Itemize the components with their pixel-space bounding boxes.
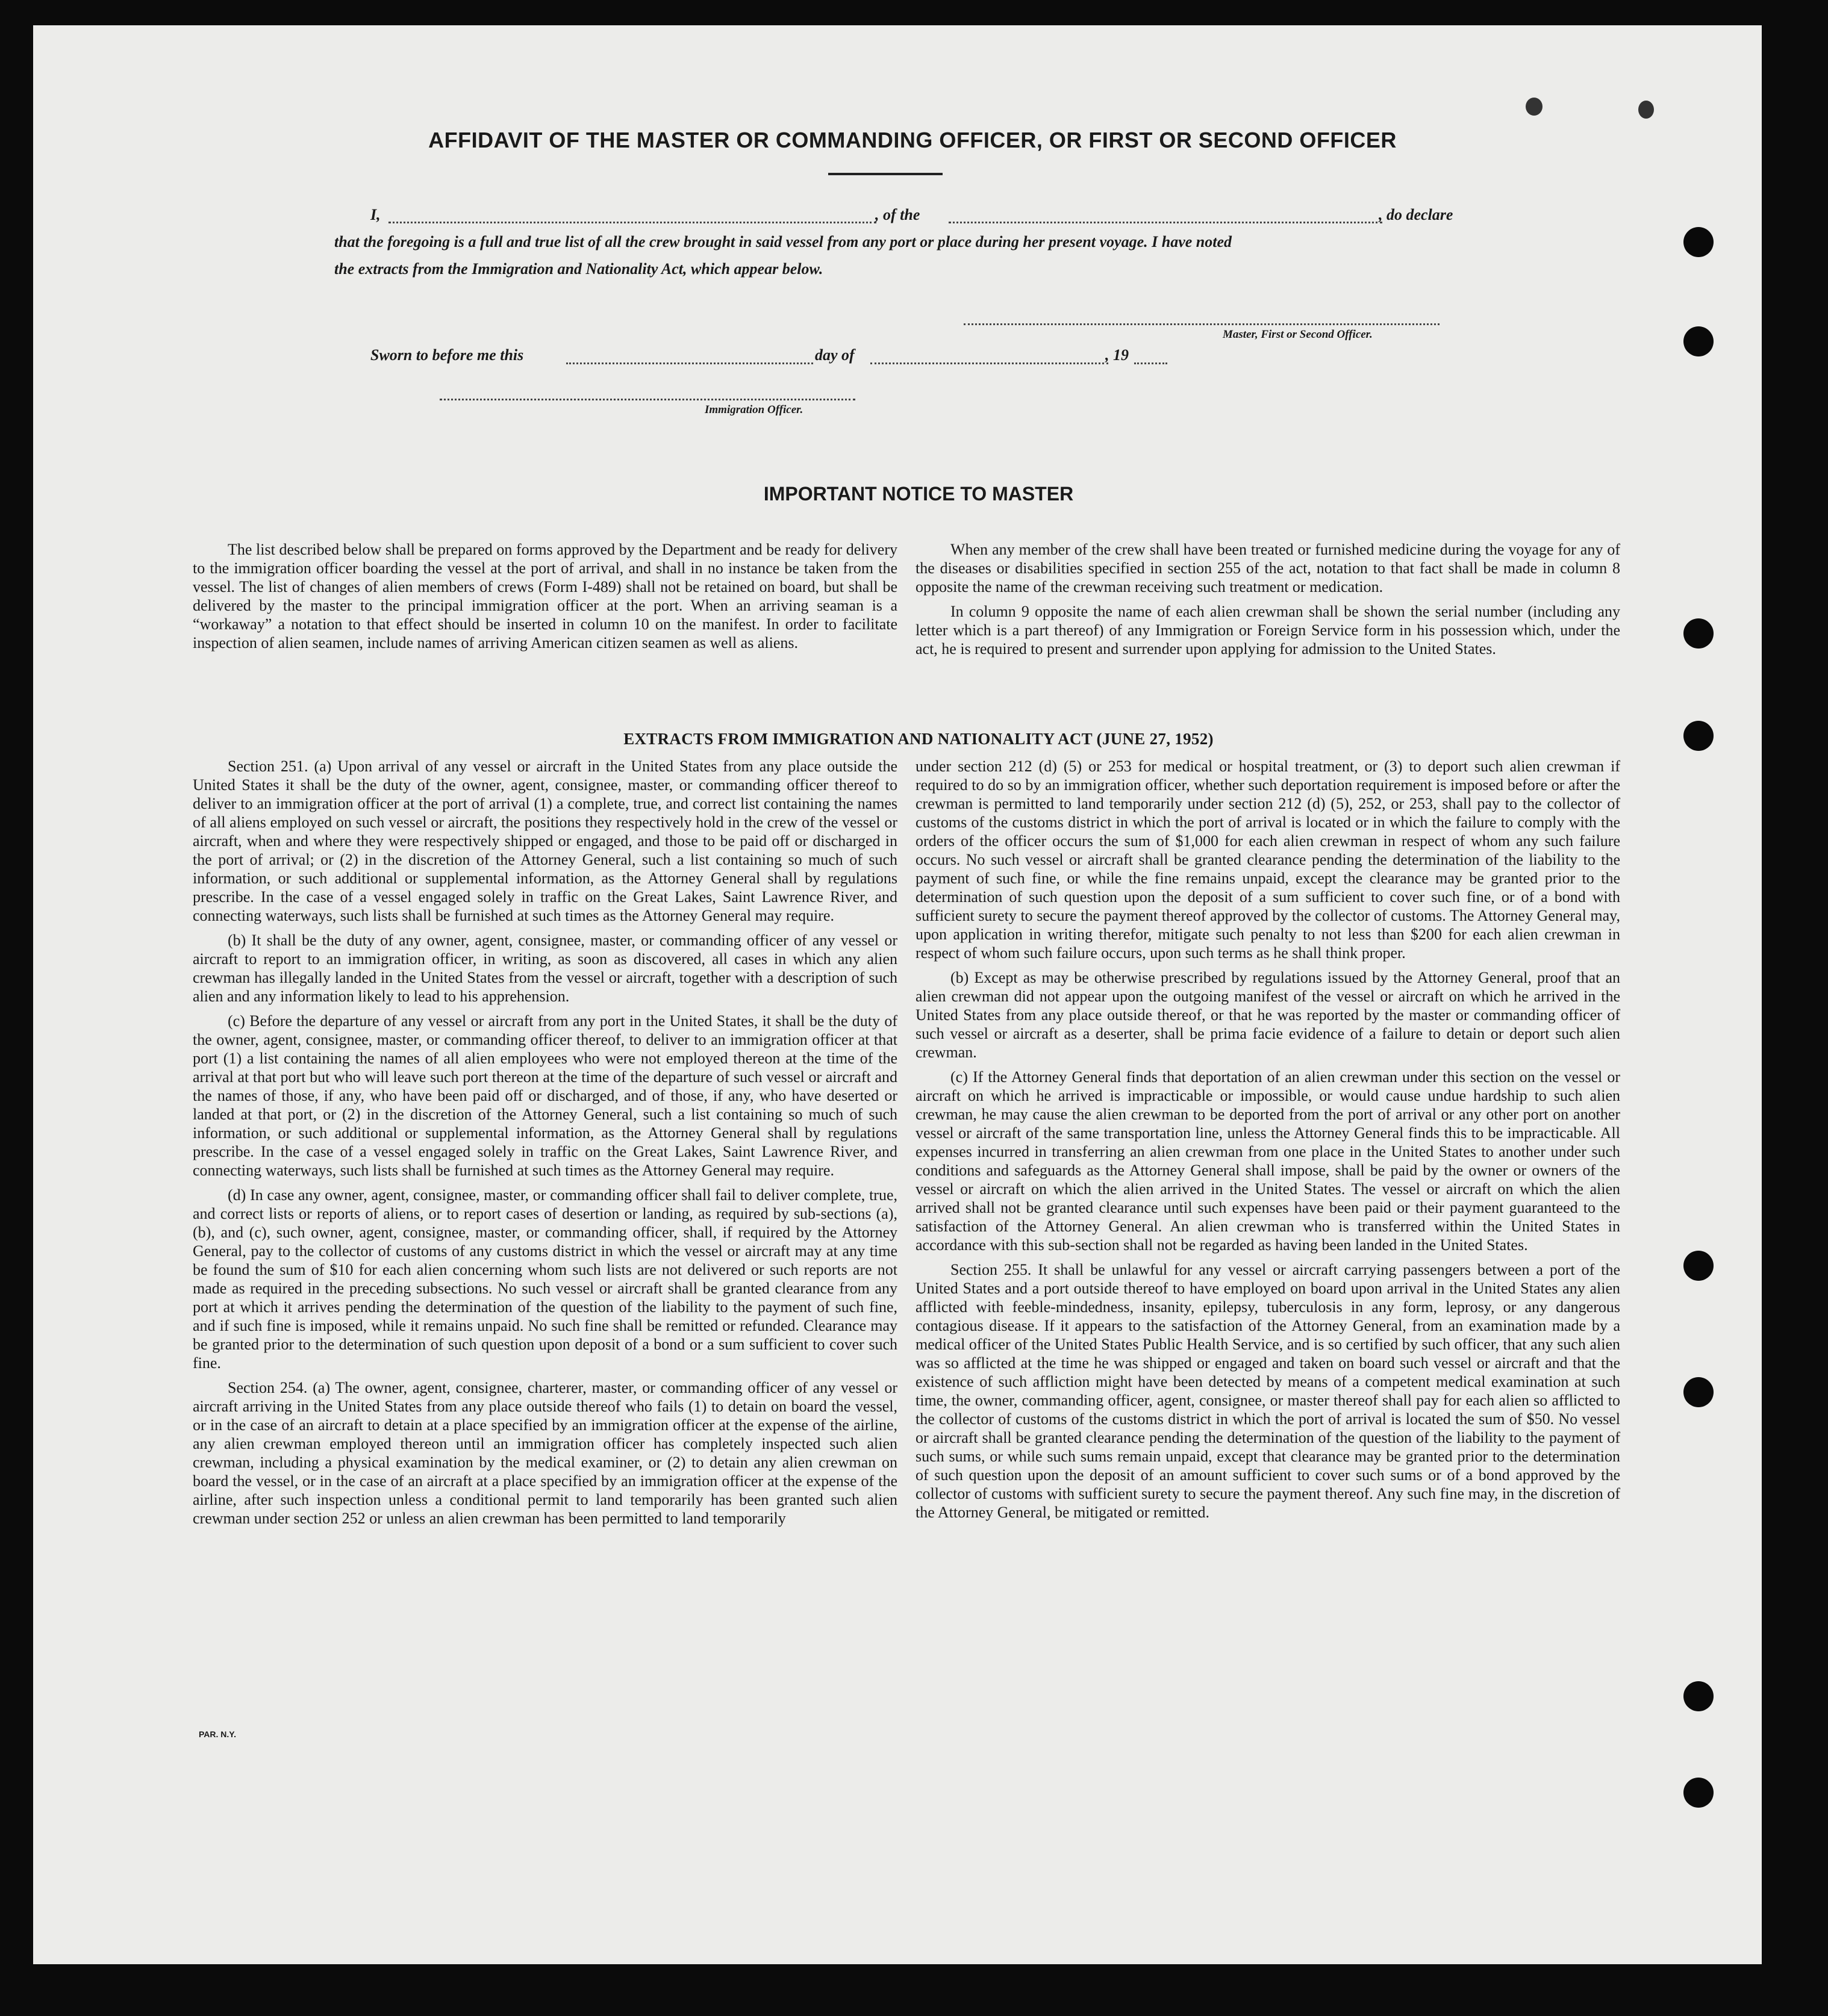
sworn-year-field[interactable] xyxy=(1134,362,1167,364)
ink-speck xyxy=(1638,101,1654,119)
section-paragraph: (c) If the Attorney General finds that deportation of an alien crewman under this section on the vessel or aircraft on which he arrived is impracticable or impossible, or would cause undue hardship to such alien crewman, he may cause the alien crewman to be deported from the port of arrival or any other port on another vessel or aircraft of the same transportation line, unless the Attorney General finds this to be impracticable. All expenses incurred in transferring an alien crewman from one place in the United States to another under such conditions and safeguards as the Attorney General shall impose, shall be paid by the owner or owners of the vessel or aircraft on which the alien arrived in the United States. The vessel or aircraft on which the alien arrived shall not be granted clearance until such expenses have been paid or their payment guaranteed to the satisfaction of the Attorney General. An alien crewman who is transferred within the United States in accordance with this sub-section shall not be regarded as having been landed in the United States. xyxy=(916,1068,1620,1254)
binder-hole xyxy=(1683,1251,1714,1281)
binder-hole xyxy=(1683,1377,1714,1407)
notice-title: IMPORTANT NOTICE TO MASTER xyxy=(763,483,1074,505)
form-page xyxy=(33,25,1762,1964)
notice-right-column xyxy=(916,540,1620,664)
declarant-name-field[interactable] xyxy=(388,222,876,223)
declaration-line-3: the extracts from the Immigration and Nationality Act, which appear below. xyxy=(334,260,823,278)
vessel-name-field[interactable] xyxy=(949,222,1382,223)
section-paragraph: Section 251. (a) Upon arrival of any vessel or aircraft in the United States from any place outside the United States it shall be the duty of the owner, agent, consignee, master, or commanding officer thereof to deliver to an immigration officer at the port of arrival (1) a complete, true, and correct list containing the names of all aliens employed on such vessel or aircraft, the positions they respectively hold in the crew of the vessel or aircraft, when and where they were respectively shipped or engaged, and those to be paid off or discharged in the port of arrival; or (2) in the discretion of the Attorney General, such a list containing so much of such information, or such additional or supplemental information, as the Attorney General shall by regulations prescribe. In the case of a vessel engaged solely in traffic on the Great Lakes, Saint Lawrence River, and connecting waterways, such lists shall be furnished at such times as the Attorney General may require. xyxy=(193,758,897,924)
master-signature-caption: Master, First or Second Officer. xyxy=(1223,328,1373,341)
binder-hole xyxy=(1683,1778,1714,1808)
binder-hole xyxy=(1683,721,1714,751)
extracts-title: EXTRACTS FROM IMMIGRATION AND NATIONALITY ACT (JUNE 27, 1952) xyxy=(623,730,1214,748)
immigration-officer-caption: Immigration Officer. xyxy=(705,403,803,416)
binder-hole xyxy=(1683,227,1714,257)
printer-mark: PAR. N.Y. xyxy=(199,1729,236,1739)
sworn-month-field[interactable] xyxy=(870,362,1108,364)
section-paragraph: (c) Before the departure of any vessel or aircraft from any port in the United States, it shall be the duty of the owner, agent, consignee, master, or commanding officer thereof, to deliver to an immigration officer at that port (1) a list containing the names of all alien employees who were not employed thereon at the time of the arrival at that port but who will leave such port thereon at the time of the departure of such vessel or aircraft and the names of those, if any, who have been paid off or discharged, and of those, if any, who have deserted or landed at that port, or (2) in the discretion of the Attorney General, such a list containing so much of such information, or such additional or supplemental information, as the Attorney General shall by regulations prescribe. In the case of a vessel engaged solely in traffic on the Great Lakes, Saint Lawrence River, and connecting waterways, such lists shall be furnished at such times as the Attorney General may require. xyxy=(193,1012,897,1179)
section-paragraph: Section 254. (a) The owner, agent, consignee, charterer, master, or commanding officer of any vessel or aircraft arriving in the United States from any place outside thereof who fails (1) to detain on board the vessel, or in the case of an aircraft to detain at a place specified by an immigration officer at the expense of the airline, any alien crewman employed thereon until an immigration officer has completely inspected such alien crewman, including a physical examination by the medical examiner, or (2) to detain any alien crewman on board the vessel, or in the case of an aircraft at a place specified by an immigration officer at the expense of the airline, after such inspection unless a conditional permit to land temporarily has been granted such alien crewman under section 252 or unless an alien crewman has been permitted to land temporarily xyxy=(193,1379,897,1527)
section-paragraph: (b) It shall be the duty of any owner, agent, consignee, master, or commanding officer of any vessel or aircraft to report to an immigration officer, in writing, as soon as discovered, all cases in which any alien crewman has illegally landed in the United States from the vessel or aircraft, together with a description of such alien and any information likely to lead to his apprehension. xyxy=(193,932,897,1005)
affidavit-title: AFFIDAVIT OF THE MASTER OR COMMANDING OFFICER, OR FIRST OR SECOND OFFICER xyxy=(428,128,1397,152)
immigration-officer-signature-field[interactable] xyxy=(440,399,855,400)
declaration-line-2: that the foregoing is a full and true list of all the crew brought in said vessel from any port or place during her present voyage. I have noted xyxy=(334,233,1232,250)
section-paragraph: (b) Except as may be otherwise prescribed by regulations issued by the Attorney General, proof that an alien crewman did not appear upon the outgoing manifest of the vessel or aircraft on which he arrived in the United States from any place outside thereof, or that he was reported by the master or commanding officer of such vessel or aircraft as a deserter, shall be prima facie evidence of a failure to detain or deport such alien crewman. xyxy=(916,969,1620,1061)
section-paragraph: Section 255. It shall be unlawful for any vessel or aircraft carrying passengers between a port of the United States and a port outside thereof to have employed on board upon arrival in the United States any alien afflicted with feeble-mindedness, insanity, epilepsy, tuberculosis in any form, leprosy, or any dangerous contagious disease. If it appears to the satisfaction of the Attorney General, from an examination made by a medical officer of the United States Public Health Service, and is so certified by such officer, that any such alien was so afflicted at the time he was shipped or engaged and taken on board such vessel or aircraft and that the existence of such affliction might have been detected by means of a competent medical examination at such time, the owner, commanding officer, agent, consignee, or master thereof shall pay for each alien so afflicted to the collector of customs of the customs district in which the port of arrival is located the sum of $50. No vessel or aircraft shall be granted clearance pending the determination of the question of the liability to the payment of such sums, or while such sums remain unpaid, except that clearance may be granted prior to the determination of such question upon the deposit of an amount sufficient to cover such sums or of a bond approved by the collector of customs with sufficient surety to secure the payment thereof. Any such fine may, in the discretion of the Attorney General, be mitigated or remitted. xyxy=(916,1261,1620,1521)
year-label: , 19 xyxy=(1105,346,1129,364)
declaration-of-the-label: , of the xyxy=(875,206,920,223)
declaration-do-declare-label: , do declare xyxy=(1379,206,1453,223)
master-signature-field[interactable] xyxy=(964,323,1440,325)
notice-paragraph: When any member of the crew shall have been treated or furnished medicine during the voyage for any of the diseases or disabilities specified in section 255 of the act, notation to that fact shall be made in column 8 opposite the name of the crewman receiving such treatment or medication. xyxy=(916,541,1620,596)
notice-paragraph: The list described below shall be prepared on forms approved by the Department and be ready for delivery to the immigration officer boarding the vessel at the port of arrival, and shall in no instance be taken from the vessel. The list of changes of alien members of crews (Form I-489) shall not be retained on board, but shall be delivered by the master to the principal immigration officer at the port. When an arriving seaman is a “workaway” a notation to that effect should be inserted in column 10 on the manifest. In order to facilitate inspection of alien seamen, include names of arriving American citizen seamen as well as aliens. xyxy=(193,541,897,652)
extracts-left-column xyxy=(193,757,897,1534)
ink-speck xyxy=(1526,98,1543,116)
section-paragraph: under section 212 (d) (5) or 253 for medical or hospital treatment, or (3) to deport such alien crewman if required to do so by an immigration officer, whether such deportation requirement is imposed before or after the crewman is permitted to land temporarily under section 212 (d) (5), 252, or 253, shall pay to the collector of customs of the customs district in which the port of arrival is located or in which the failure to comply with the orders of the officer occurs the sum of $1,000 for each alien crewman in respect of whom any such failure occurs. No such vessel or aircraft shall be granted clearance pending the determination of the liability to the payment of such fine, or while the fine remains unpaid, except the clearance may be granted prior to the determination of such question upon the deposit of a sum sufficient to cover such fine, or of a bond with sufficient surety to secure the payment thereof approved by the collector of customs. The Attorney General may, upon application in writing therefor, mitigate such penalty to not less than $200 for each alien crewman in respect of whom such failure occurs, upon such terms as he shall think proper. xyxy=(916,758,1620,962)
day-of-label: day of xyxy=(815,346,855,364)
binder-hole xyxy=(1683,326,1714,356)
title-underline xyxy=(828,173,943,175)
section-paragraph: (d) In case any owner, agent, consignee, master, or commanding officer shall fail to deliver complete, true, and correct lists or reports of aliens, or to report cases of desertion or landing, as required by sub-sections (a), (b), and (c), such owner, agent, consignee, master, or commanding officer, shall, if required by the Attorney General, pay to the collector of customs of any customs district in which the vessel or aircraft may at any time be found the sum of $10 for each alien concerning whom such lists are not delivered or such reports are not made as required in the preceding subsections. No such vessel or aircraft shall be granted clearance from any port at which it arrives pending the determination of the question of the liability to the payment of such fine, and if such fine is imposed, while it remains unpaid. No such fine shall be remitted or refunded. Clearance may be granted prior to the determination of such question upon deposit of a bond or a sum sufficient to cover such fine. xyxy=(193,1186,897,1372)
sworn-label: Sworn to before me this xyxy=(370,346,524,364)
binder-hole xyxy=(1683,618,1714,649)
notice-paragraph: In column 9 opposite the name of each alien crewman shall be shown the serial number (including any letter which is a part thereof) of any Immigration or Foreign Service form in his possession which, under the act, he is required to present and surrender upon applying for admission to the United States. xyxy=(916,603,1620,658)
sworn-day-field[interactable] xyxy=(566,362,813,364)
declaration-i-label: I, xyxy=(370,206,381,223)
binder-hole xyxy=(1683,1681,1714,1711)
notice-left-column xyxy=(193,540,897,658)
extracts-right-column xyxy=(916,757,1620,1528)
